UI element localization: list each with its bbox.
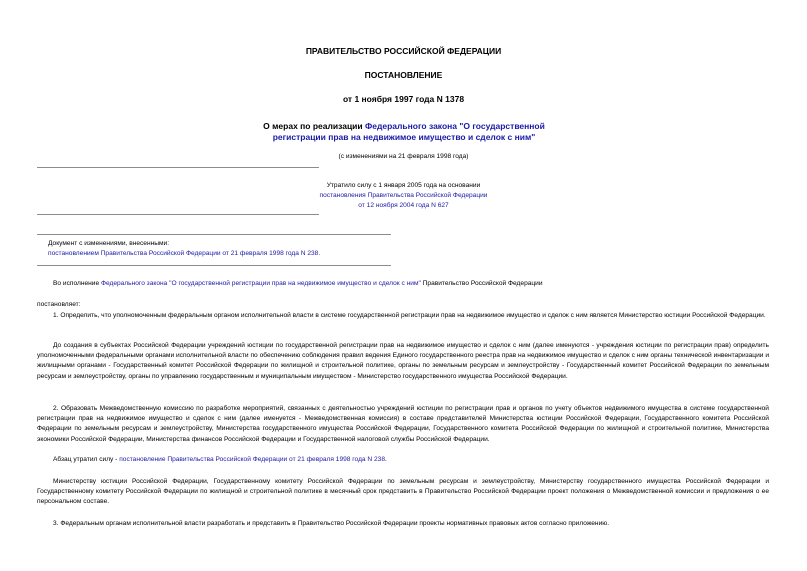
decrees-word: постановляет:: [37, 301, 81, 308]
amended-with-label: Документ с изменениями, внесенными:: [48, 240, 170, 247]
amending-decree-link[interactable]: постановлением Правительства Российской Федерации от 21 февраля 1998 года N 238.: [48, 250, 321, 257]
divider-1: [37, 167, 319, 168]
amendments-note: (с изменениями на 21 февраля 1998 года): [338, 153, 469, 160]
status-line: Утратило силу с 1 января 2005 года на основании: [326, 182, 481, 189]
government-name: ПРАВИТЕЛЬСТВО РОССИЙСКОЙ ФЕДЕРАЦИИ: [305, 46, 502, 56]
paragraph-6: 3. Федеральным органам исполнительной власти разработать и представить в Правительство Российской Федерации проекты нормативных правовых актов согласно приложению.: [53, 520, 610, 527]
paragraph-5: Министерству юстиции Российской Федерации, Государственному комитету Российской Федерации по земельным ресурсам и землеустройству, Министерству государственного имущества Российской Федерации и Государственному комитету Российской Федерации по жилищной и строительной политике в месячный срок представить в Правительство Российской Федерации проект положения о Межведомственной комиссии и предложения о ее персональном составе.: [37, 478, 769, 506]
title-prefix: О мерах по реализации: [263, 121, 365, 131]
federal-law-link[interactable]: Федерального закона "О государственной регистрации прав на недвижимое имущество и сделок с ним": [100, 280, 421, 287]
document-title: [236, 121, 572, 143]
divider-4: [37, 265, 391, 266]
paragraph-4: Абзац утратил силу - постановление Правительства Российской Федерации от 21 февраля 1998 года N 238.: [53, 456, 387, 463]
federal-law-title-link[interactable]: Федерального закона "О государственной регистрации прав на недвижимое имущество и сделок с ним": [272, 121, 545, 142]
repealing-decree-link[interactable]: постановление Правительства Российской Федерации от 21 февраля 1998 года N 238: [119, 456, 386, 463]
repeal-decree-link[interactable]: постановления Правительства Российской Федерации: [319, 192, 488, 199]
intro-paragraph: Во исполнение Федерального закона "О государственной регистрации прав на недвижимое имущество и сделок с ним" Правительство Российской Федерации: [53, 280, 543, 287]
document-type: ПОСТАНОВЛЕНИЕ: [364, 70, 443, 80]
paragraph-1: 1. Определить, что уполномоченным федеральным органом исполнительной власти в системе государственной регистрации прав на недвижимое имущество и сделок с ним является Министерство юстиции Российской Федерации.: [53, 312, 766, 319]
divider-3: [37, 234, 391, 235]
divider-2: [37, 214, 319, 215]
repeal-decree-date-link[interactable]: от 12 ноября 2004 года N 627: [358, 202, 449, 209]
paragraph-2: До создания в субъектах Российской Федерации учреждений юстиции по государственной регистрации прав на недвижимое имущество и сделок с ним (далее именуются - учреждения юстиции по регистрации прав) определить уполномоченными федеральными органами исполнительной власти по обеспечению соблюдения правил ведения Единого государственного реестра прав на недвижимое имущество и сделок с ним органы технической инвентаризации и жилищными органами - Государственный комитет Российской Федерации по жилищной и строительной политике, органы по земельным ресурсам и землеустройству - Государственный комитет Российской Федерации по земельным ресурсам и землеустройству, органы по управлению государственным и муниципальным имуществом - Министерство государственного имущества Российской Федерации.: [37, 342, 769, 380]
paragraph-3: 2. Образовать Межведомственную комиссию по разработке мероприятий, связанных с деятельностью учреждений юстиции по регистрации прав и органов по учету объектов недвижимого имущества в системе государственной регистрации прав на недвижимое имущество и сделок с ним (далее именуется - Межведомственная комиссия) в составе представителей Министерства юстиции Российской Федерации, Государственного комитета Российской Федерации по земельным ресурсам и землеустройству, Министерства государственного имущества Российской Федерации, Государственного комитета Российской Федерации по жилищной и строительной политике, Министерства экономики Российской Федерации, Министерства финансов Российской Федерации и Государственной налоговой службы Российской Федерации.: [37, 405, 769, 443]
document-date-number: от 1 ноября 1997 года N 1378: [342, 94, 465, 104]
